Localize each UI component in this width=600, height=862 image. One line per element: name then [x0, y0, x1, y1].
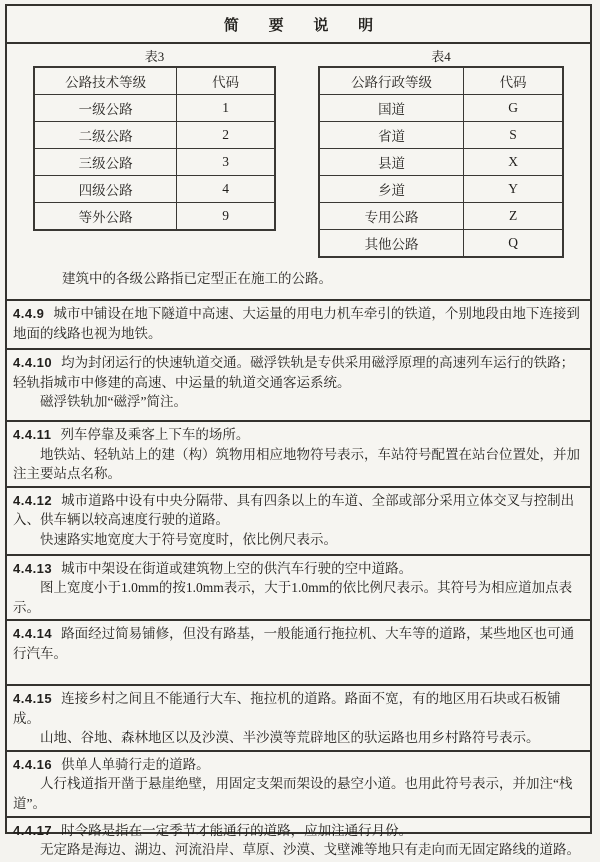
clause-paragraph: [13, 821, 582, 841]
clause-paragraph: [13, 491, 582, 530]
clause-number: 4.4.13: [13, 560, 53, 576]
construction-note: 建筑中的各级公路指已定型正在施工的公路。: [62, 271, 332, 286]
clause-text: 连接乡村之间且不能通行大车、拖拉机的道路。路面不宽，有的地区用石块或石板铺成。: [13, 691, 561, 726]
table-cell: 专用公路: [319, 203, 464, 230]
table4-caption: 表4: [431, 49, 451, 64]
table-cell: 等外公路: [34, 203, 177, 231]
clause-section-4-4-12: [7, 486, 590, 554]
table-cell: 县道: [319, 149, 464, 176]
clause-text: 城市道路中设有中央分隔带、具有四条以上的车道、全部或部分采用立体交叉与控制出入、供车辆以较高速度行驶的道路。: [13, 492, 575, 527]
clause-section-4-4-9: [7, 299, 590, 348]
table3-block: [33, 48, 276, 231]
table-row: [34, 149, 275, 176]
clause-text: 时令路是指在一定季节才能通行的道路，应加注通行月份。: [61, 822, 413, 838]
tables-row: [33, 48, 564, 258]
clause-text: 路面经过简易铺修，但没有路基，一般能通行拖拉机、大车等的道路，某些地区也可通行汽车。: [13, 626, 575, 661]
clause-text: 城市中铺设在地下隧道中高速、大运量的用电力机车牵引的铁道，个别地段由地下连接到地面的线路也视为地铁。: [13, 306, 580, 341]
table-row: [319, 176, 563, 203]
table-cell: 四级公路: [34, 176, 177, 203]
clause-section-4-4-11: [7, 420, 590, 486]
table3-caption: 表3: [144, 49, 165, 64]
clause-text: 供单人单骑行走的道路。: [61, 756, 210, 772]
clause-section-4-4-13: [7, 554, 590, 620]
clause-section-4-4-17: [7, 816, 590, 862]
clause-number: 4.4.16: [13, 756, 53, 772]
clause-section-4-4-15: [7, 684, 590, 750]
table-row: [319, 230, 563, 258]
clause-paragraph: 地铁站、轻轨站上的建（构）筑物用相应地物符号表示，车站符号配置在站台位置处，并加注主要站点名称。: [13, 446, 580, 481]
table-cell: 3: [177, 149, 275, 176]
table-row: [34, 203, 275, 231]
table-cell: 其他公路: [319, 230, 464, 258]
table-cell: S: [464, 122, 563, 149]
clause-paragraph: 人行栈道指开凿于悬崖绝壁，用固定支架而架设的悬空小道。也用此符号表示，并加注“栈道”。: [13, 776, 573, 811]
clause-number: 4.4.14: [13, 626, 53, 641]
column-header: 公路行政等级: [319, 67, 464, 95]
clause-paragraph: 山地、谷地、森林地区以及沙漠、半沙漠等荒辟地区的驮运路也用乡村路符号表示。: [40, 730, 540, 745]
clause-number: 4.4.15: [13, 691, 53, 706]
table-cell: 1: [177, 95, 275, 122]
clause-number: 4.4.10: [13, 355, 53, 370]
clause-paragraph: [13, 304, 582, 343]
table-cell: 国道: [319, 95, 464, 122]
clause-paragraph: [13, 689, 582, 728]
table-cell: Y: [464, 176, 563, 203]
table-header-row: [34, 67, 275, 95]
title-bar: [7, 6, 590, 44]
clause-paragraph: 图上宽度小于1.0mm的按1.0mm表示，大于1.0mm的依比例尺表示。其符号为相应道加点表示。: [13, 580, 573, 615]
clause-number: 4.4.9: [13, 306, 45, 321]
table-cell: 三级公路: [34, 149, 177, 176]
table-cell: G: [464, 95, 563, 122]
clause-section-4-4-16: [7, 750, 590, 816]
column-header: 代码: [464, 67, 563, 95]
table-row: [34, 176, 275, 203]
table-cell: 一级公路: [34, 95, 177, 122]
table-row: [319, 149, 563, 176]
table-cell: Q: [464, 230, 563, 258]
table4-block: [318, 48, 564, 258]
clause-paragraph: [13, 353, 582, 392]
clause-section-4-4-14: [7, 619, 590, 684]
clause-number: 4.4.11: [13, 427, 52, 442]
table-cell: Z: [464, 203, 563, 230]
table-row: [34, 122, 275, 149]
clause-paragraph: 磁浮铁轨加“磁浮”简注。: [40, 394, 187, 409]
table-cell: 2: [177, 122, 275, 149]
table-cell: 乡道: [319, 176, 464, 203]
table-row: [34, 95, 275, 122]
clause-paragraph: [13, 755, 582, 775]
clause-text: 列车停靠及乘客上下车的场所。: [60, 427, 250, 442]
tables-section: [7, 44, 590, 299]
clause-text: 城市中架设在街道或建筑物上空的供汽车行驶的空中道路。: [61, 560, 413, 576]
table-cell: 二级公路: [34, 122, 177, 149]
clause-paragraph: [13, 425, 582, 445]
clause-number: 4.4.12: [13, 492, 53, 508]
highway-technical-grade-table: [33, 66, 276, 231]
clause-paragraph: [13, 559, 582, 579]
clause-section-4-4-10: [7, 348, 590, 420]
column-header: 代码: [177, 67, 275, 95]
table-cell: 4: [177, 176, 275, 203]
table-header-row: [319, 67, 563, 95]
clause-paragraph: 无定路是海边、湖边、河流沿岸、草原、沙漠、戈壁滩等地只有走向而无固定路线的道路。: [40, 842, 580, 857]
page-title: 简 要 说 明: [223, 17, 387, 34]
table-row: [319, 95, 563, 122]
highway-administrative-grade-table: [318, 66, 564, 258]
table-cell: 9: [177, 203, 275, 231]
clause-text: 均为封闭运行的快速轨道交通。磁浮铁轨是专供采用磁浮原理的高速列车运行的铁路；轻轨指城市中修建的高速、中运量的轨道交通客运系统。: [13, 355, 575, 390]
column-header: 公路技术等级: [34, 67, 177, 95]
clause-number: 4.4.17: [13, 822, 53, 838]
clause-paragraph: 快速路实地宽度大于符号宽度时，依比例尺表示。: [40, 531, 337, 547]
table-cell: 省道: [319, 122, 464, 149]
document-frame: [5, 4, 592, 857]
table-row: [319, 203, 563, 230]
table-row: [319, 122, 563, 149]
table-cell: X: [464, 149, 563, 176]
clause-paragraph: [13, 624, 582, 663]
